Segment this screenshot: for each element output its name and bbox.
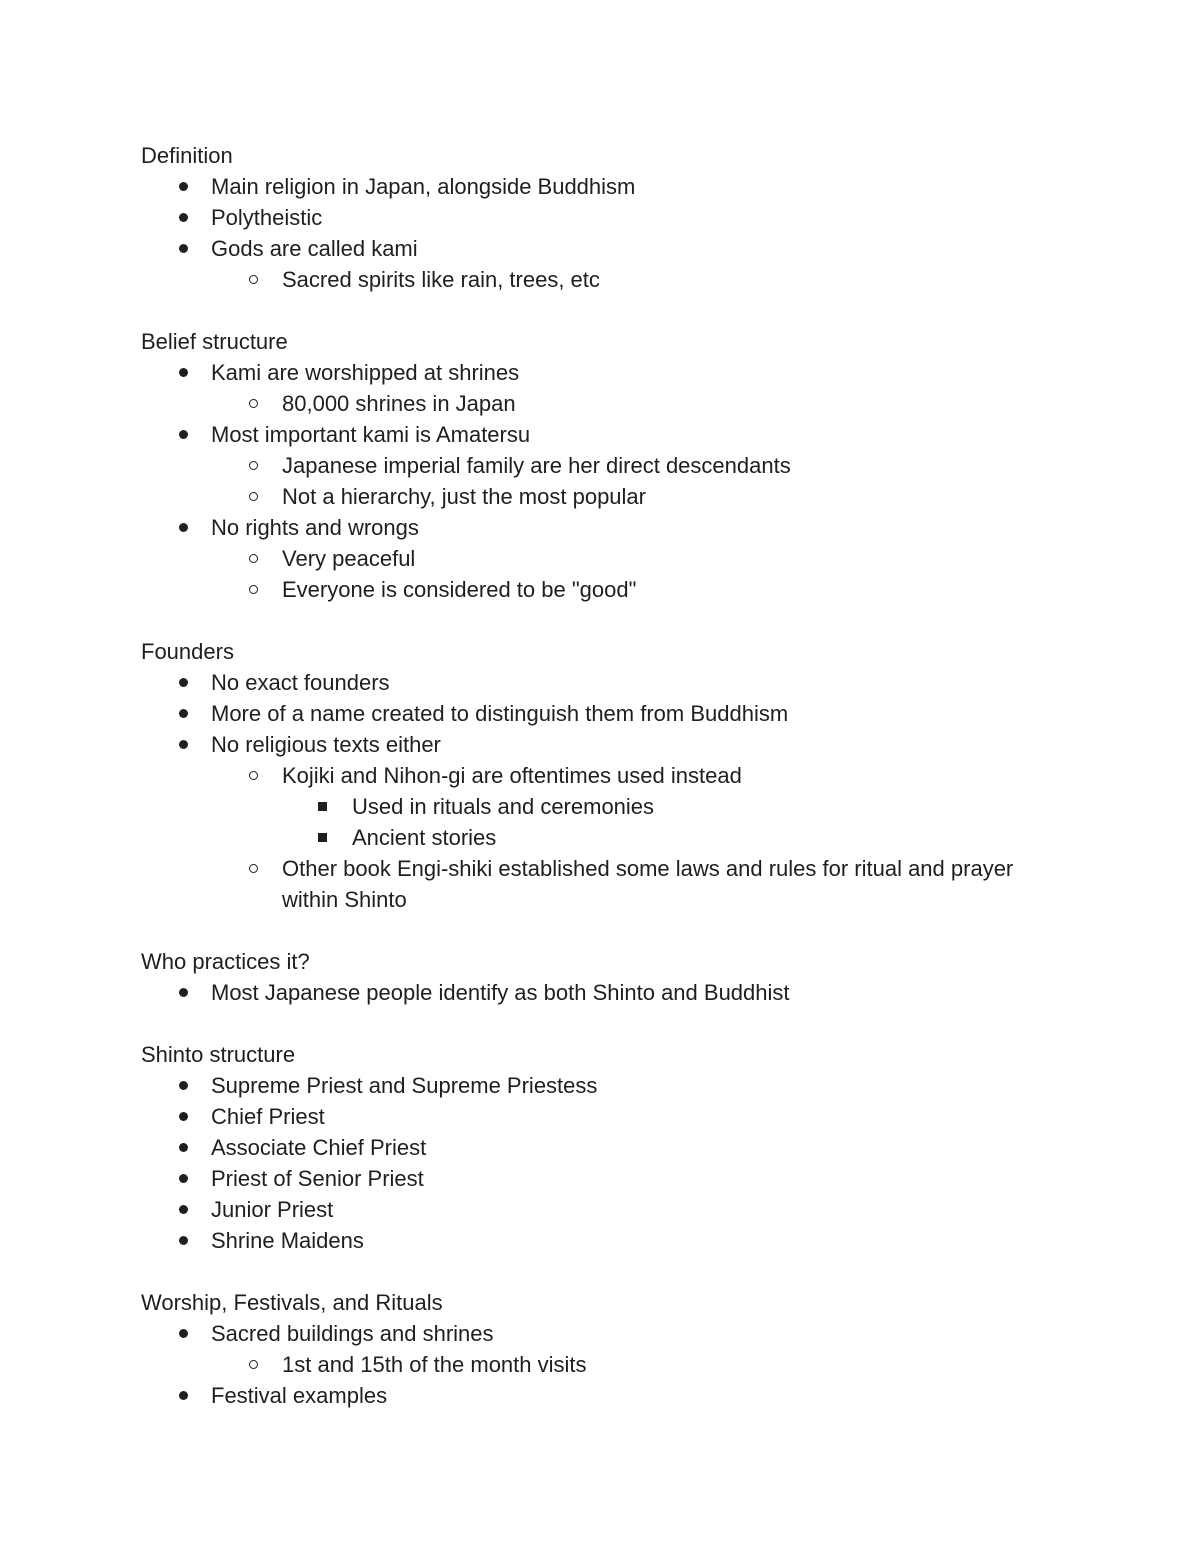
bullet-circle-icon <box>249 853 258 884</box>
bullet-list-level-1 <box>141 977 1041 1008</box>
bullet-dot-icon <box>179 233 188 264</box>
list-item <box>141 1070 1041 1101</box>
list-item-text: Used in rituals and ceremonies <box>352 794 655 819</box>
list-item-text: Associate Chief Priest <box>211 1135 427 1160</box>
bullet-circle-icon <box>249 1349 258 1380</box>
list-item <box>211 1349 1041 1380</box>
bullet-dot-icon <box>179 1194 188 1225</box>
list-item <box>282 791 1041 822</box>
list-item <box>141 202 1041 233</box>
bullet-dot-icon <box>179 1070 188 1101</box>
bullet-square-icon <box>318 822 327 853</box>
bullet-dot-icon <box>179 1163 188 1194</box>
bullet-list-level-2 <box>211 543 1041 605</box>
list-item <box>141 1132 1041 1163</box>
list-item <box>141 512 1041 605</box>
section-heading: Definition <box>141 143 233 168</box>
bullet-list-level-2 <box>211 1349 1041 1380</box>
list-item-text: 1st and 15th of the month visits <box>282 1352 587 1377</box>
section <box>141 636 1041 915</box>
bullet-dot-icon <box>179 729 188 760</box>
list-item <box>141 1101 1041 1132</box>
bullet-list-level-2 <box>211 450 1041 512</box>
list-item-text: No rights and wrongs <box>211 515 419 540</box>
section-heading: Worship, Festivals, and Rituals <box>141 1290 443 1315</box>
list-item-text: Other book Engi-shiki established some laws and rules for ritual and prayer within Shinto <box>282 856 1014 912</box>
list-item <box>211 853 1041 915</box>
list-item-text: 80,000 shrines in Japan <box>282 391 516 416</box>
list-item-text: Very peaceful <box>282 546 416 571</box>
list-item <box>141 1163 1041 1194</box>
bullet-dot-icon <box>179 202 188 233</box>
list-item <box>141 1194 1041 1225</box>
list-item-text: More of a name created to distinguish them from Buddhism <box>211 701 789 726</box>
bullet-list-level-1 <box>141 171 1041 295</box>
list-item-text: Polytheistic <box>211 205 323 230</box>
document-body <box>141 140 1041 1442</box>
list-item-text: Most Japanese people identify as both Shinto and Buddhist <box>211 980 790 1005</box>
bullet-dot-icon <box>179 1225 188 1256</box>
bullet-circle-icon <box>249 574 258 605</box>
bullet-list-level-1 <box>141 1318 1041 1411</box>
bullet-circle-icon <box>249 450 258 481</box>
bullet-circle-icon <box>249 543 258 574</box>
bullet-dot-icon <box>179 977 188 1008</box>
bullet-list-level-2 <box>211 760 1041 915</box>
list-item <box>141 1225 1041 1256</box>
bullet-dot-icon <box>179 419 188 450</box>
list-item <box>141 698 1041 729</box>
list-item <box>211 481 1041 512</box>
list-item <box>211 543 1041 574</box>
list-item-text: Gods are called kami <box>211 236 418 261</box>
section-heading: Founders <box>141 639 234 664</box>
bullet-list-level-1 <box>141 667 1041 915</box>
list-item <box>141 419 1041 512</box>
list-item <box>211 574 1041 605</box>
list-item-text: Japanese imperial family are her direct descendants <box>282 453 791 478</box>
bullet-dot-icon <box>179 1380 188 1411</box>
list-item-text: Festival examples <box>211 1383 388 1408</box>
bullet-square-icon <box>318 791 327 822</box>
list-item-text: Ancient stories <box>352 825 497 850</box>
bullet-list-level-3 <box>282 791 1041 853</box>
list-item-text: Kojiki and Nihon-gi are oftentimes used instead <box>282 763 742 788</box>
section-heading: Belief structure <box>141 329 288 354</box>
list-item <box>141 357 1041 419</box>
section <box>141 946 1041 1008</box>
list-item <box>211 388 1041 419</box>
section <box>141 1039 1041 1256</box>
list-item-text: Everyone is considered to be "good" <box>282 577 637 602</box>
list-item <box>282 822 1041 853</box>
list-item-text: Priest of Senior Priest <box>211 1166 424 1191</box>
bullet-circle-icon <box>249 760 258 791</box>
bullet-dot-icon <box>179 698 188 729</box>
list-item-text: Not a hierarchy, just the most popular <box>282 484 646 509</box>
list-item-text: No religious texts either <box>211 732 441 757</box>
bullet-list-level-2 <box>211 388 1041 419</box>
list-item <box>141 1380 1041 1411</box>
bullet-circle-icon <box>249 388 258 419</box>
list-item-text: Shrine Maidens <box>211 1228 364 1253</box>
bullet-dot-icon <box>179 357 188 388</box>
bullet-list-level-1 <box>141 357 1041 605</box>
list-item <box>141 1318 1041 1380</box>
list-item-text: Kami are worshipped at shrines <box>211 360 520 385</box>
section <box>141 1287 1041 1411</box>
section <box>141 140 1041 295</box>
list-item-text: Most important kami is Amatersu <box>211 422 531 447</box>
list-item <box>141 233 1041 295</box>
section <box>141 326 1041 605</box>
bullet-circle-icon <box>249 264 258 295</box>
list-item <box>211 760 1041 853</box>
bullet-dot-icon <box>179 1101 188 1132</box>
list-item-text: No exact founders <box>211 670 390 695</box>
section-heading: Shinto structure <box>141 1042 296 1067</box>
bullet-dot-icon <box>179 512 188 543</box>
section-heading: Who practices it? <box>141 949 310 974</box>
list-item <box>141 171 1041 202</box>
list-item <box>141 667 1041 698</box>
bullet-dot-icon <box>179 1318 188 1349</box>
list-item <box>211 450 1041 481</box>
list-item-text: Chief Priest <box>211 1104 325 1129</box>
bullet-list-level-1 <box>141 1070 1041 1256</box>
list-item-text: Supreme Priest and Supreme Priestess <box>211 1073 598 1098</box>
list-item <box>211 264 1041 295</box>
bullet-dot-icon <box>179 171 188 202</box>
list-item <box>141 977 1041 1008</box>
bullet-list-level-2 <box>211 264 1041 295</box>
list-item-text: Junior Priest <box>211 1197 334 1222</box>
bullet-dot-icon <box>179 1132 188 1163</box>
list-item-text: Main religion in Japan, alongside Buddhism <box>211 174 636 199</box>
list-item-text: Sacred buildings and shrines <box>211 1321 494 1346</box>
bullet-dot-icon <box>179 667 188 698</box>
list-item <box>141 729 1041 915</box>
bullet-circle-icon <box>249 481 258 512</box>
list-item-text: Sacred spirits like rain, trees, etc <box>282 267 600 292</box>
